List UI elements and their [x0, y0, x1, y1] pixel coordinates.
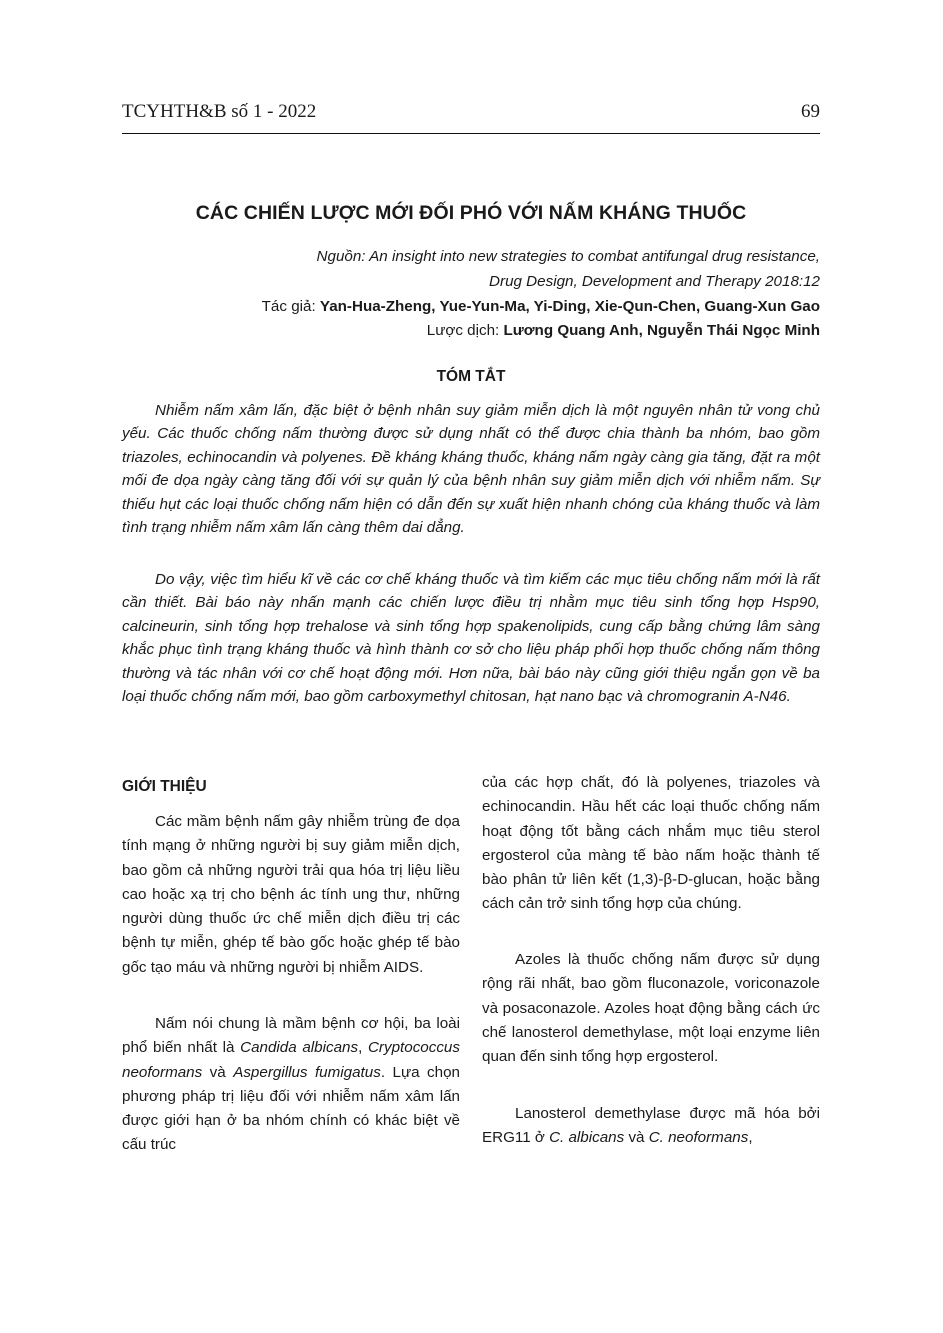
- translators-label: Lược dịch:: [426, 322, 504, 339]
- intro-left-paragraph-2: Nấm nói chung là mầm bệnh cơ hội, ba loài phổ biến nhất là Candida albicans, Cryptococcus neoformans và Aspergillus fumigatus. Lựa chọn phương pháp trị liệu đối với nhiễm nấm xâm lấn được giới hạn ở ba nhóm chính có khác biệt về cấu trúc: [122, 1015, 460, 1154]
- source-line-2: Drug Design, Development and Therapy 2018:12: [489, 273, 820, 290]
- species-cryptococcus: Cryptococcus neoformans: [122, 1039, 460, 1081]
- abstract-paragraph-2: Do vậy, việc tìm hiểu kĩ về các cơ chế kháng thuốc và tìm kiếm các mục tiêu chống nấm mới là rất cần thiết. Bài báo này nhấn mạnh các chiến lược điều trị nhằm mục tiêu sinh tổng hợp Hsp90, calcineurin, sinh tổng hợp trehalose và sinh tổng hợp spakenolipids, cung cấp bằng chứng lâm sàng khắc phục tình trạng kháng thuốc và hình thành cơ sở cho liệu pháp phối hợp thuốc chống nấm thông thường và tác nhân với cơ chế hoạt động mới. Hơn nữa, bài báo này cũng giới thiệu ngắn gọn về ba loại thuốc chống nấm mới, bao gồm carboxymethyl chitosan, hạt nano bạc và chromogranin A-N46.: [122, 571, 820, 706]
- intro-right-paragraph-2: Azoles là thuốc chống nấm được sử dụng rộng rãi nhất, bao gồm fluconazole, voriconazole và posaconazole. Azoles hoạt động bằng cách ức chế lanosterol demethylase, một loại enzyme liên quan đến sinh tổng hợp ergosterol.: [482, 951, 820, 1066]
- species-c-neoformans: C. neoformans: [648, 1129, 749, 1147]
- page-number: 69: [801, 101, 820, 122]
- source-line-1: Nguồn: An insight into new strategies to combat antifungal drug resistance,: [316, 248, 820, 265]
- intro-right-paragraph-3: Lanosterol demethylase được mã hóa bởi ERG11 ở C. albicans và C. neoformans,: [482, 1105, 820, 1147]
- species-aspergillus: Aspergillus fumigatus: [233, 1063, 381, 1081]
- translators-line: [120, 322, 820, 339]
- intro-heading: GIỚI THIỆU: [122, 778, 207, 795]
- translators-names: Lương Quang Anh, Nguyễn Thái Ngọc Minh: [503, 322, 820, 339]
- article-source: [200, 244, 820, 294]
- intro-right-paragraph-1: của các hợp chất, đó là polyenes, triazoles và echinocandin. Hầu hết các loại thuốc chống nấm hoạt động tốt bằng cách nhắm mục tiêu sterol ergosterol của màng tế bào nấm hoặc thành tế bào phân tử liên kết (1,3)-β-D-glucan, hoặc bằng cách cản trở sinh tổng hợp của chúng.: [482, 774, 820, 913]
- abstract-paragraph-1: Nhiễm nấm xâm lấn, đặc biệt ở bệnh nhân suy giảm miễn dịch là một nguyên nhân tử vong chủ yếu. Các thuốc chống nấm thường được sử dụng nhất có thể được chia thành ba nhóm, bao gồm triazoles, echinocandin và polyenes. Đề kháng kháng thuốc, kháng nấm ngày càng gia tăng, đặt ra một mối đe dọa ngày càng tăng đối với sự quản lý của bệnh nhân suy giảm miễn dịch với nhiễm nấm. Sự thiếu hụt các loại thuốc chống nấm hiện có dẫn đến sự xuất hiện nhanh chóng của kháng thuốc và làm tình trạng nhiễm nấm xâm lấn càng thêm dai dẳng.: [122, 402, 820, 537]
- journal-issue: TCYHTH&B số 1 - 2022: [122, 101, 317, 122]
- page-header: [122, 101, 820, 134]
- authors-names: Yan-Hua-Zheng, Yue-Yun-Ma, Yi-Ding, Xie-Qun-Chen, Guang-Xun Gao: [319, 298, 820, 315]
- intro-left-paragraph-1: Các mầm bệnh nấm gây nhiễm trùng đe dọa tính mạng ở những người bị suy giảm miễn dịch, bao gồm cả những người trải qua hóa trị liệu liều cao hoặc xạ trị cho bệnh ác tính ung thư, những người dùng thuốc ức chế miễn dịch điều trị các bệnh tự miễn, ghép tế bào gốc hoặc ghép tế bào gốc tạo máu và những người bị nhiễm AIDS.: [122, 813, 460, 976]
- species-c-albicans: C. albicans: [549, 1129, 625, 1147]
- authors-line: [120, 298, 820, 315]
- article-title: CÁC CHIẾN LƯỢC MỚI ĐỐI PHÓ VỚI NẤM KHÁNG THUỐC: [195, 202, 747, 224]
- abstract-heading: TÓM TẮT: [436, 368, 506, 385]
- authors-label: Tác giả:: [261, 298, 320, 315]
- species-candida: Candida albicans: [240, 1039, 359, 1057]
